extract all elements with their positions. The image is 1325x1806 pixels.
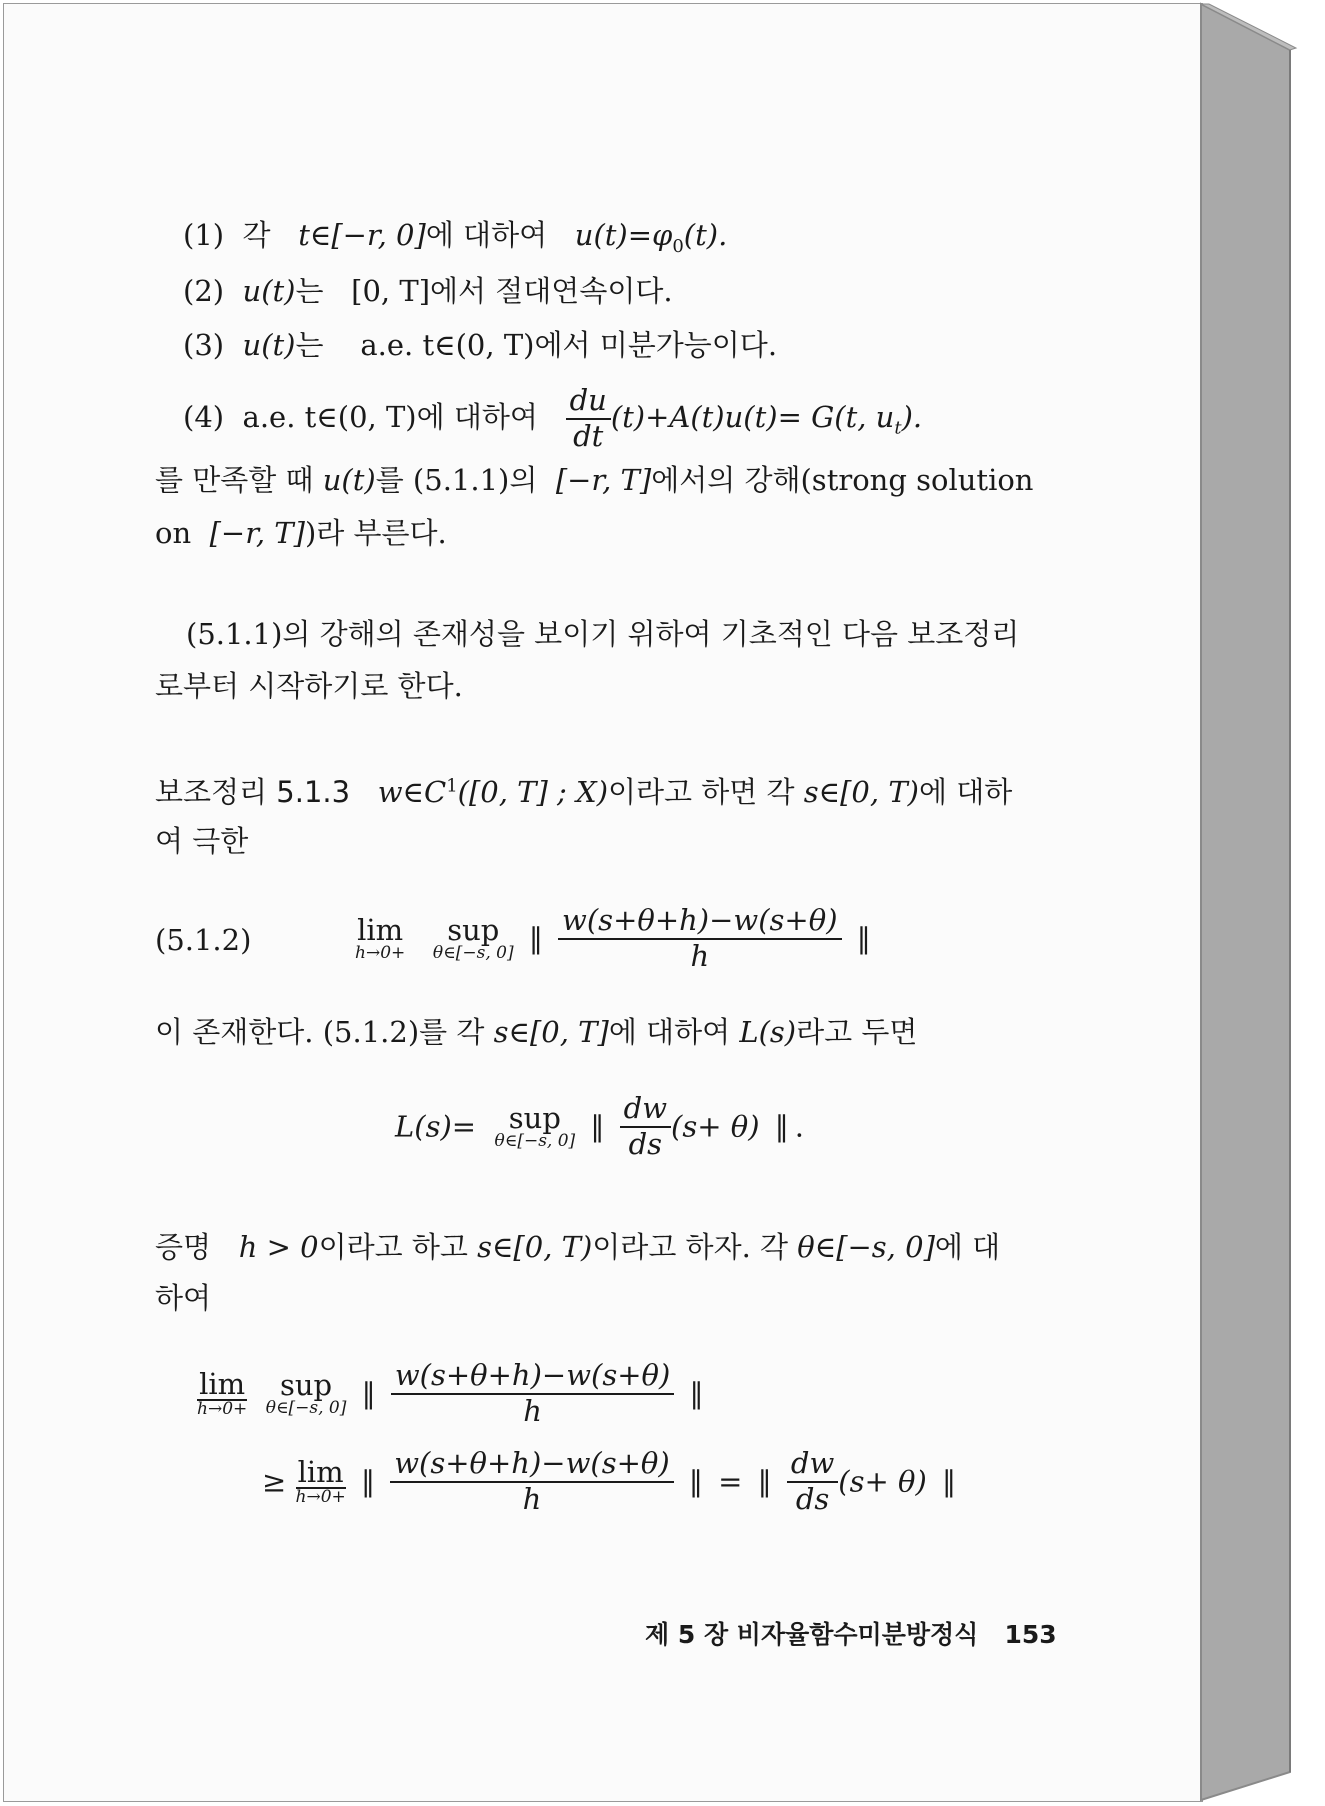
intro-line-2: 로부터 시작하기로 한다. xyxy=(155,669,463,703)
condition-4: (4) a.e. t∈(0, T)에 대하여 $\frac{du}{dt}$ (t)+A(t)u(t)= G(t, $u_t$). xyxy=(183,383,923,453)
lim-operator: lim h→0+ xyxy=(355,912,406,964)
proof-line-2: 하여 xyxy=(155,1281,212,1315)
equation-L-s: L(s)= sup θ∈[−s, 0] ‖ $\frac{dw}{ds}$ (s+ θ) ‖ . xyxy=(395,1091,804,1161)
difference-quotient: $\frac{w(s+\theta+h)-w(s+\theta)}{h}$ xyxy=(391,1360,674,1428)
exists-line: 이 존재한다. (5.1.2)를 각 s∈[0, T]에 대하여 L(s)라고 두면 xyxy=(155,1015,918,1049)
inequality-line-1: lim h→0+ sup θ∈[−s, 0] ‖ $\frac{w(s+\theta+h)-w(s+\theta)}{h}$ ‖ xyxy=(197,1358,704,1428)
condition-3: (3) u(t)는 a.e. t∈(0, T)에서 미분가능이다. xyxy=(183,328,778,362)
page-number: 153 xyxy=(1004,1620,1057,1649)
definition-line-1: 를 만족할 때 u(t)를 (5.1.1)의 [−r, T]에서의 강해(strong solution xyxy=(155,463,1034,497)
chapter-title: 제 5 장 비자율함수미분방정식 xyxy=(645,1620,979,1649)
definition-line-2: on [−r, T])라 부른다. xyxy=(155,516,447,550)
difference-quotient: $\frac{w(s+\theta+h)-w(s+\theta)}{h}$ xyxy=(390,1448,673,1516)
dw-ds-fraction: $\frac{dw}{ds}$ xyxy=(787,1448,838,1516)
condition-1: (1) 각 t∈[−r, 0]에 대하여 $u(t)=\varphi_0(t)$. xyxy=(183,218,728,257)
lemma-label: 보조정리 5.1.3 xyxy=(155,775,351,809)
lemma-line-2: 여 극한 xyxy=(155,824,249,858)
liminf-operator: lim h→0+ xyxy=(197,1366,248,1420)
dw-ds-fraction: $\frac{dw}{ds}$ xyxy=(620,1093,671,1161)
du-dt-fraction: $\frac{du}{dt}$ xyxy=(566,385,611,453)
equation-5-1-2: lim h→0+ sup θ∈[−s, 0] ‖ $\frac{w(s+\theta+h)-w(s+\theta)}{h}$ ‖ xyxy=(355,903,871,973)
sup-operator: sup θ∈[−s, 0] xyxy=(265,1367,347,1419)
proof-label: 증명 xyxy=(155,1230,212,1264)
difference-quotient: $\frac{w(s+\theta+h)-w(s+\theta)}{h}$ xyxy=(558,905,841,973)
sup-operator: sup θ∈[−s, 0] xyxy=(432,912,514,964)
liminf-operator: lim h→0+ xyxy=(295,1454,346,1508)
lemma-line-1: 보조정리 5.1.3 $w\in C^1([0$, T] ; X)이라고 하면 각 s∈[0, T)에 대하 xyxy=(155,775,1013,809)
proof-line-1: 증명 h > 0이라고 하고 s∈[0, T)이라고 하자. 각 θ∈[−s, 0]에 대 xyxy=(155,1230,1001,1264)
equation-tag-5-1-2: (5.1.2) xyxy=(155,923,252,957)
page-footer xyxy=(645,1620,1057,1650)
intro-line-1: (5.1.1)의 강해의 존재성을 보이기 위하여 기초적인 다음 보조정리 xyxy=(186,617,1020,651)
condition-2: (2) u(t)는 [0, T]에서 절대연속이다. xyxy=(183,274,673,308)
sup-operator: sup θ∈[−s, 0] xyxy=(494,1100,576,1152)
inequality-line-2: ≥ lim h→0+ ‖ $\frac{w(s+\theta+h)-w(s+\theta)}{h}$ ‖ = ‖ $\frac{dw}{ds}$ (s+ θ) ‖ xyxy=(262,1446,956,1516)
